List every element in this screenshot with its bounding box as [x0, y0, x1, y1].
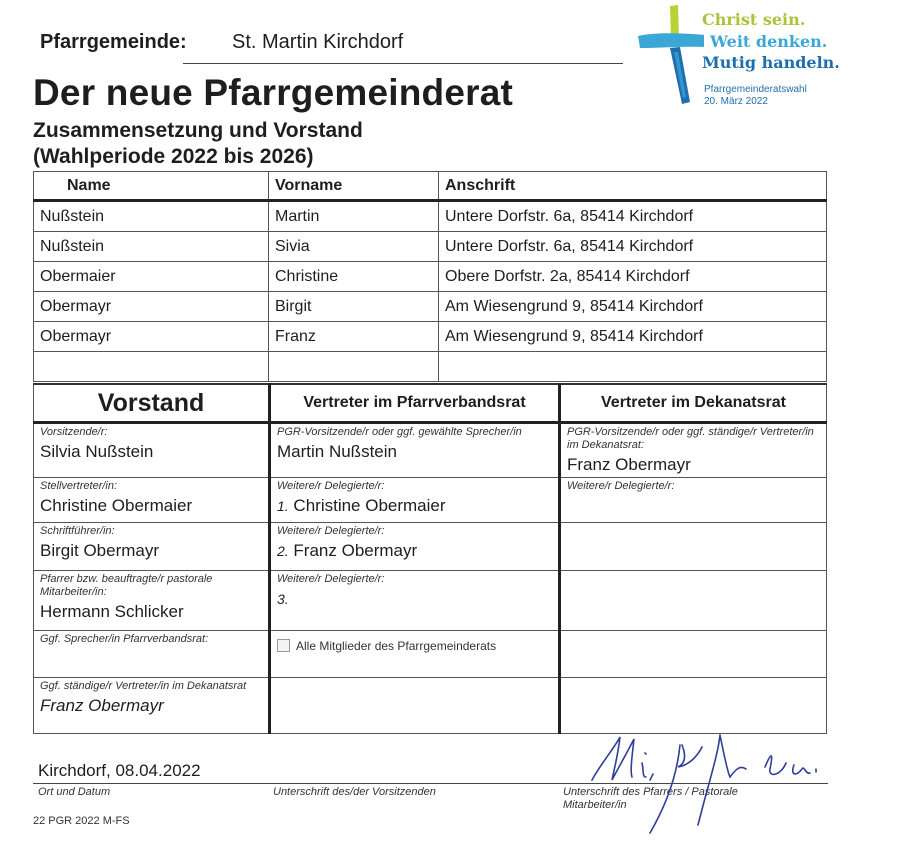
vorstand-dekanat-rep [34, 678, 270, 734]
logo-election-date: 20. März 2022 [704, 96, 768, 107]
cell-vorname: Sivia [269, 232, 439, 262]
field-value: Franz Obermayr [40, 696, 164, 715]
field-value: Franz Obermayr [567, 455, 691, 474]
cell-anschrift: Obere Dorfstr. 2a, 85414 Kirchdorf [439, 262, 827, 292]
column-header-anschrift: Anschrift [439, 172, 827, 201]
cell-vorname: Birgit [269, 292, 439, 322]
delegate-number: 3. [277, 591, 289, 607]
parish-underline [183, 63, 623, 64]
dekanat-empty-cell [560, 571, 827, 631]
header-pfarrverbandsrat: Vertreter im Pfarrverbandsrat [270, 384, 560, 423]
logo-slogan-3: Mutig handeln. [702, 53, 840, 72]
cell-name: Obermayr [34, 292, 269, 322]
cell-vorname: Christine [269, 262, 439, 292]
field-label: PGR-Vorsitzende/r oder ggf. ständige/r Vertreter/in im Dekanatsrat: [567, 426, 814, 451]
caption-chair-signature: Unterschrift des/der Vorsitzenden [273, 786, 436, 798]
cell-anschrift: Untere Dorfstr. 6a, 85414 Kirchdorf [439, 201, 827, 232]
members-table [33, 171, 827, 382]
logo-election-name: Pfarrgemeinderatswahl [704, 84, 807, 95]
pfarrverband-delegate-1 [270, 478, 560, 523]
board-row [34, 478, 827, 523]
cell-vorname: Franz [269, 322, 439, 352]
pfarrverband-delegate-3 [270, 571, 560, 631]
table-row [34, 232, 827, 262]
column-header-name: Name [34, 172, 269, 201]
place-and-date: Kirchdorf, 08.04.2022 [38, 761, 201, 780]
page-title: Der neue Pfarrgemeinderat [33, 72, 514, 113]
field-label: Weitere/r Delegierte/r: [277, 525, 385, 537]
table-row [34, 201, 827, 232]
all-members-checkbox[interactable] [277, 639, 290, 652]
table-row-empty [34, 352, 827, 382]
cell-anschrift [439, 352, 827, 382]
caption-pastor-signature: Unterschrift des Pfarrers / Pastorale Mitarbeiter/in [563, 786, 738, 811]
pfarrverband-chair [270, 423, 560, 478]
pfarrverband-delegate-2 [270, 523, 560, 571]
table-row [34, 322, 827, 352]
cell-name [34, 352, 269, 382]
logo-slogan-1: Christ sein. [702, 10, 806, 29]
logo-election-info [704, 84, 807, 108]
field-value: Franz Obermayr [293, 541, 418, 560]
table-row [34, 292, 827, 322]
field-value: Christine Obermaier [293, 496, 446, 515]
delegate-entry [277, 541, 552, 561]
delegate-entry [277, 589, 552, 609]
pfarrverband-empty-cell [270, 678, 560, 734]
vorstand-secretary [34, 523, 270, 571]
cell-name: Obermayr [34, 322, 269, 352]
parish-label: Pfarrgemeinde: [40, 31, 187, 53]
field-value: Hermann Schlicker [40, 602, 184, 621]
all-members-checkbox-label: Alle Mitglieder des Pfarrgemeinderats [296, 638, 497, 653]
column-header-vorname: Vorname [269, 172, 439, 201]
board-row [34, 631, 827, 678]
cell-anschrift: Untere Dorfstr. 6a, 85414 Kirchdorf [439, 232, 827, 262]
field-value: Martin Nußstein [277, 442, 397, 461]
delegate-entry [277, 496, 552, 516]
field-label: Weitere/r Delegierte/r: [277, 480, 385, 492]
field-label: Schriftführer/in: [40, 525, 115, 537]
cell-name: Obermaier [34, 262, 269, 292]
board-row [34, 571, 827, 631]
field-label: Pfarrer bzw. beauftragte/r pastorale Mitarbeiter/in: [40, 573, 213, 598]
page-subtitle [33, 118, 363, 170]
members-header-row [34, 172, 827, 201]
subtitle-line-2: (Wahlperiode 2022 bis 2026) [33, 145, 314, 168]
caption-place-date: Ort und Datum [38, 786, 111, 798]
field-label: Ggf. ständige/r Vertreter/in im Dekanatsrat [40, 680, 247, 692]
dekanat-empty-cell [560, 631, 827, 678]
dekanat-chair [560, 423, 827, 478]
vorstand-deputy [34, 478, 270, 523]
field-label: Ggf. Sprecher/in Pfarrverbandsrat: [40, 633, 209, 645]
delegate-number: 1. [277, 498, 289, 514]
header-dekanatsrat: Vertreter im Dekanatsrat [560, 384, 827, 423]
parish-value: St. Martin Kirchdorf [232, 31, 404, 53]
dekanat-delegate [560, 478, 827, 523]
table-row [34, 262, 827, 292]
board-table [33, 383, 827, 734]
field-label: Stellvertreter/in: [40, 480, 118, 492]
handwritten-signature-icon [590, 725, 850, 835]
board-row [34, 523, 827, 571]
board-row [34, 423, 827, 478]
cell-vorname: Martin [269, 201, 439, 232]
logo-slogan-2: Weit denken. [710, 32, 828, 51]
field-value: Silvia Nußstein [40, 442, 154, 461]
cell-name: Nußstein [34, 232, 269, 262]
cross-icon [634, 2, 704, 112]
vorstand-pastor [34, 571, 270, 631]
cell-name: Nußstein [34, 201, 269, 232]
field-label: PGR-Vorsitzende/r oder ggf. gewählte Sprecher/in [277, 426, 522, 438]
dekanat-empty-cell [560, 523, 827, 571]
all-members-option [270, 631, 560, 678]
field-value: Christine Obermaier [40, 496, 193, 515]
vorstand-chair [34, 423, 270, 478]
form-code: 22 PGR 2022 M-FS [33, 815, 130, 827]
cell-anschrift: Am Wiesengrund 9, 85414 Kirchdorf [439, 322, 827, 352]
delegate-number: 2. [277, 543, 289, 559]
field-label: Weitere/r Delegierte/r: [277, 573, 385, 585]
vorstand-speaker [34, 631, 270, 678]
election-logo [634, 2, 894, 112]
header-vorstand: Vorstand [34, 384, 270, 423]
field-value: Birgit Obermayr [40, 541, 160, 560]
field-label: Vorsitzende/r: [40, 426, 108, 438]
board-header-row [34, 384, 827, 423]
subtitle-line-1: Zusammensetzung und Vorstand [33, 119, 363, 142]
cell-anschrift: Am Wiesengrund 9, 85414 Kirchdorf [439, 292, 827, 322]
field-label: Weitere/r Delegierte/r: [567, 480, 675, 492]
cell-vorname [269, 352, 439, 382]
